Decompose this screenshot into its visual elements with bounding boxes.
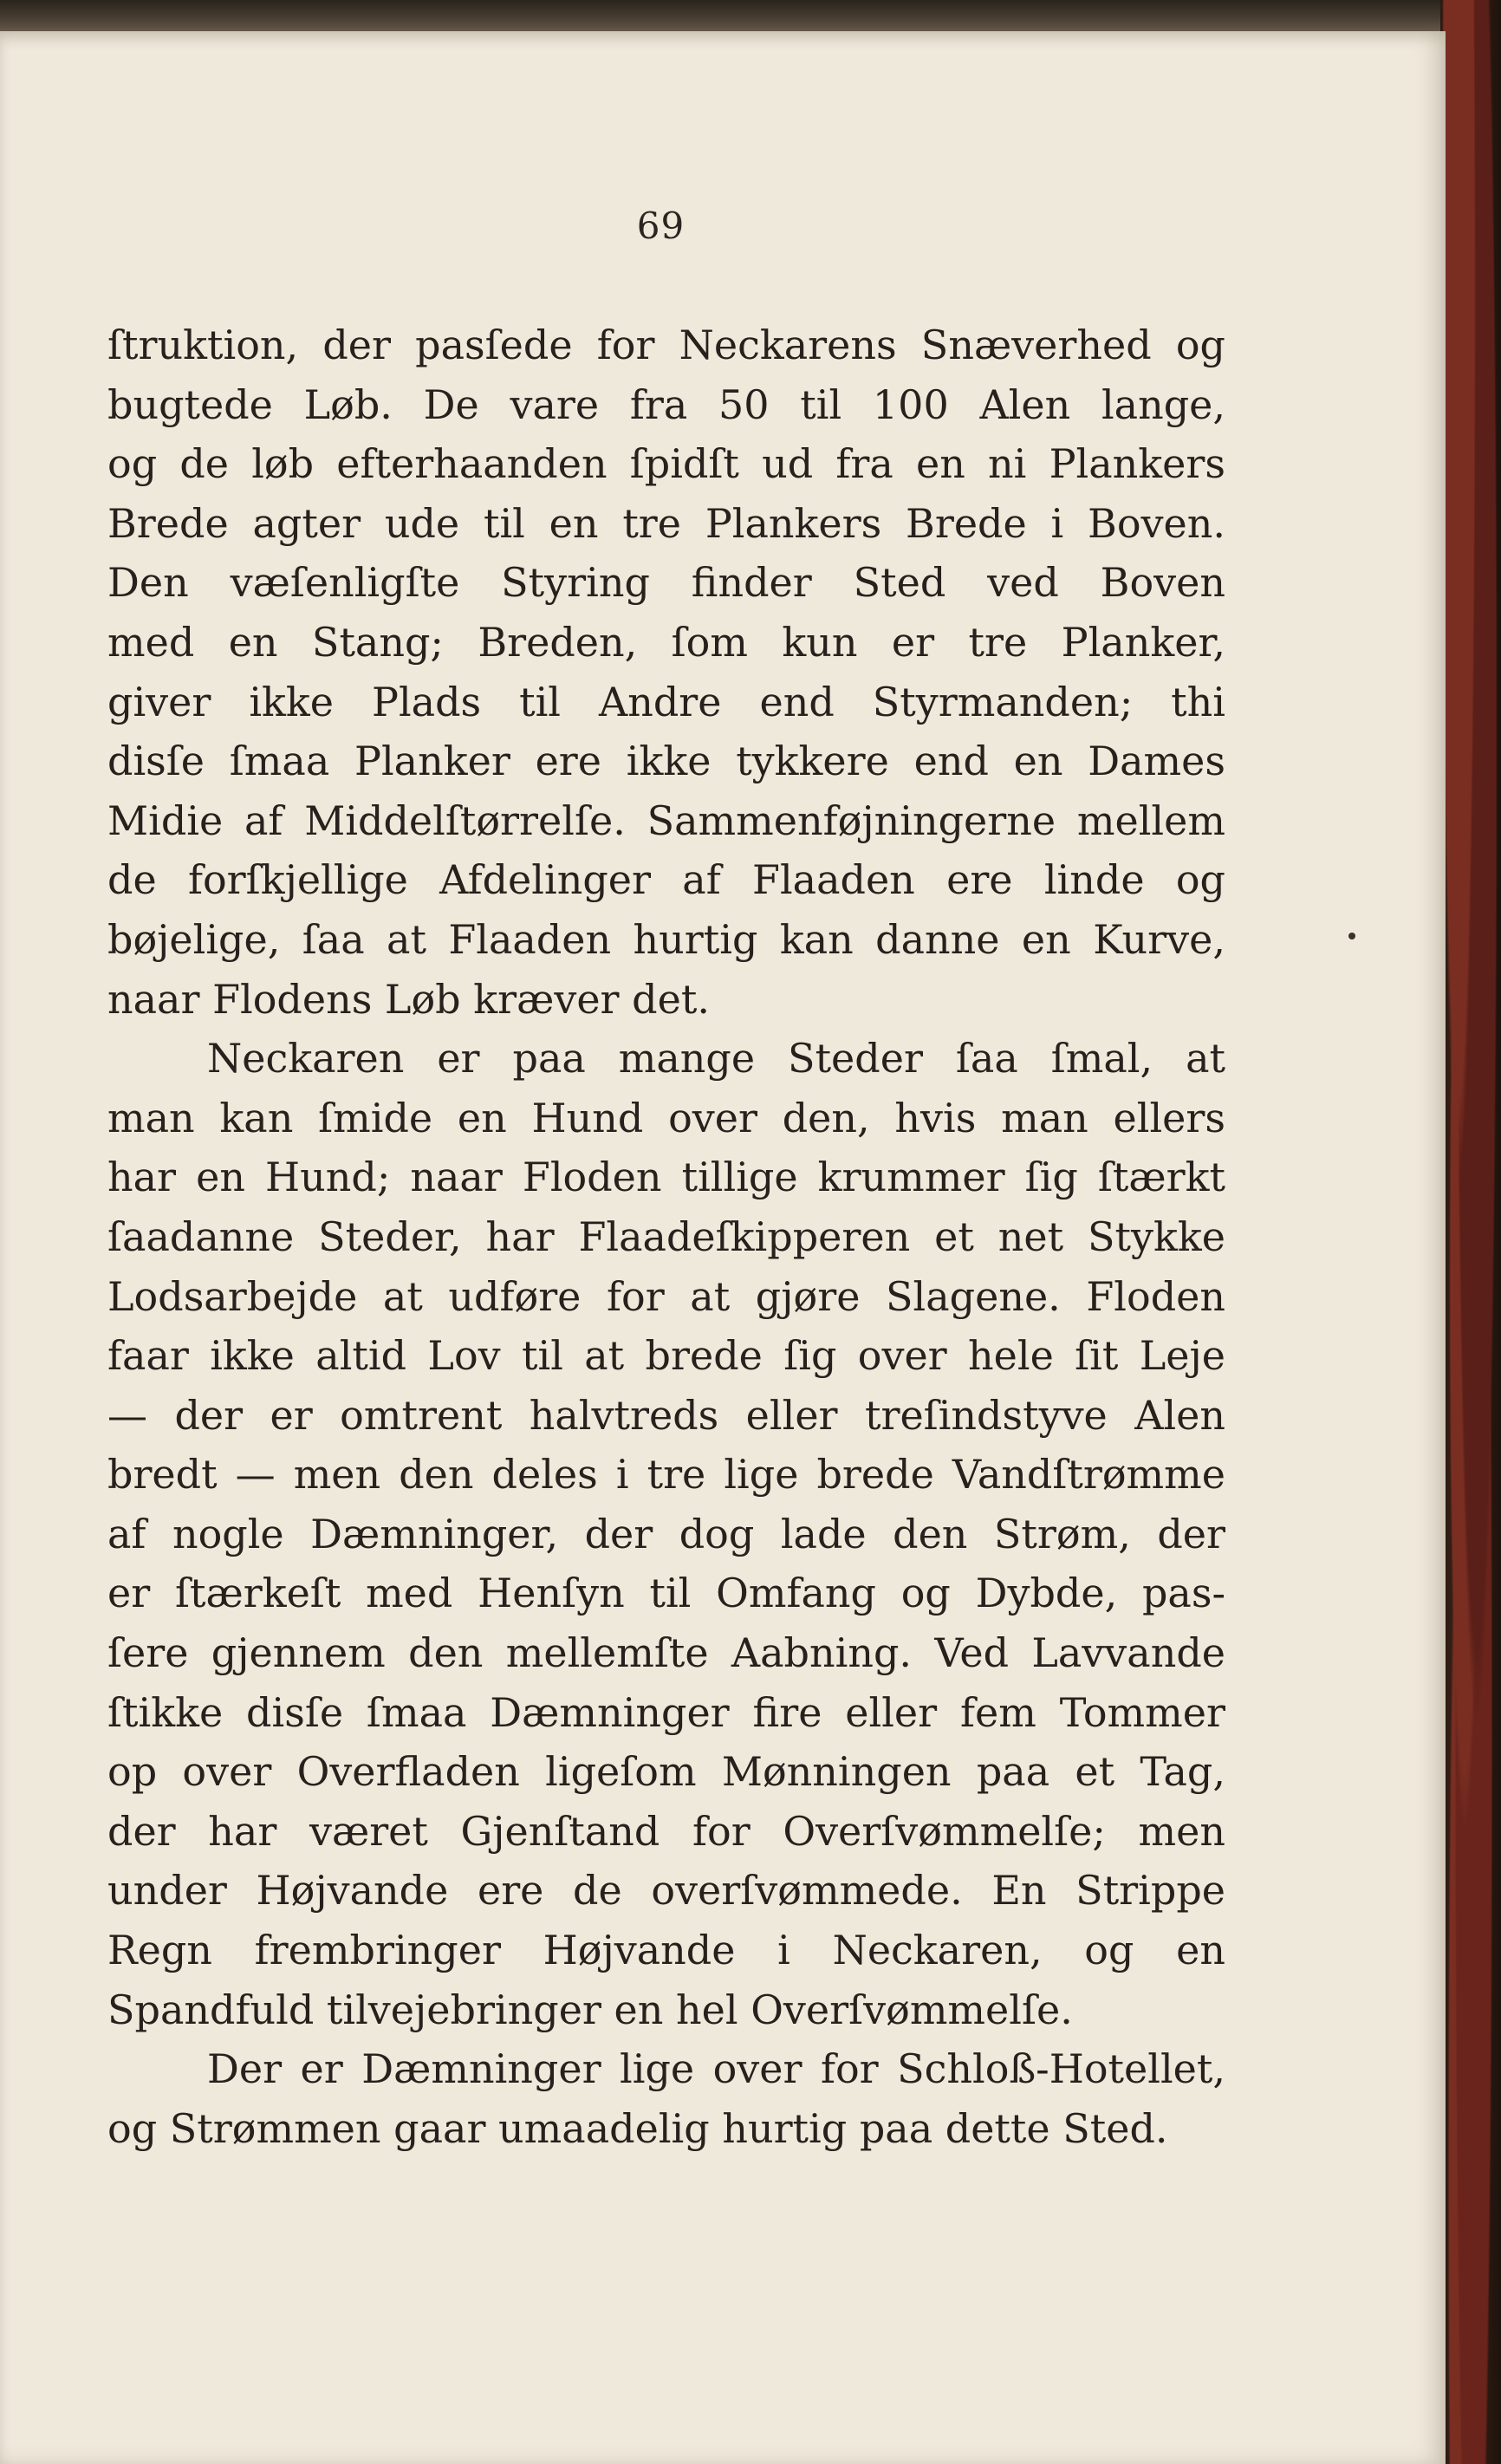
text-line: Spandfuld tilvejebringer en hel Overſvømmelſe.: [107, 1986, 1073, 2033]
text-line: ſere gjennem den mellemſte Aabning. Ved Lavvande: [107, 1629, 1225, 1677]
book-binding-edge: [1440, 0, 1501, 2464]
text-line: Lodsarbejde at udføre for at gjøre Slagene. Floden: [107, 1272, 1225, 1320]
text-line: og de løb efterhaanden ſpidſt ud fra en ni Plankers: [107, 440, 1225, 488]
text-line: Den væſenligſte Styring finder Sted ved Boven: [107, 559, 1225, 607]
text-line: og Strømmen gaar umaadelig hurtig paa dette Sted.: [107, 2104, 1168, 2152]
text-line: af nogle Dæmninger, der dog lade den Strøm, der: [107, 1510, 1225, 1557]
text-line: under Højvande ere de overſvømmede. En Strippe: [107, 1867, 1225, 1915]
text-line: med en Stang; Breden, ſom kun er tre Planker,: [107, 618, 1225, 666]
text-line: de forſkjellige Afdelinger af Flaaden ere linde og: [107, 856, 1225, 904]
paper-speck: [1348, 933, 1355, 939]
text-line: — der er omtrent halvtreds eller treſindstyve Alen: [107, 1391, 1225, 1439]
text-line: er ſtærkeſt med Henſyn til Omfang og Dybde, pas-: [107, 1570, 1225, 1617]
text-line: Neckaren er paa mange Steder ſaa ſmal, at: [207, 1035, 1225, 1082]
text-line: der har været Gjenſtand for Overſvømmelſe; men: [107, 1807, 1225, 1855]
page-number: 69: [636, 205, 686, 247]
text-line: faar ikke altid Lov til at brede ſig over hele ſit Leje: [107, 1332, 1225, 1380]
text-line: Brede agter ude til en tre Plankers Brede i Boven.: [107, 499, 1225, 547]
text-line: Midie af Middelſtørrelſe. Sammenføjningerne mellem: [107, 796, 1225, 844]
text-line: bøjelige, ſaa at Flaaden hurtig kan danne en Kurve,: [107, 915, 1225, 963]
text-line: bugtede Løb. De vare fra 50 til 100 Alen lange,: [107, 380, 1225, 428]
text-line: giver ikke Plads til Andre end Styrmanden; thi: [107, 678, 1225, 725]
text-line: ſaadanne Steder, har Flaadeſkipperen et net Stykke: [107, 1212, 1225, 1260]
text-line: ſtruktion, der pasſede for Neckarens Snæverhed og: [107, 322, 1225, 368]
text-line: op over Overfladen ligeſom Mønningen paa et Tag,: [107, 1748, 1225, 1796]
text-line: man kan ſmide en Hund over den, hvis man ellers: [107, 1094, 1225, 1141]
text-line: disſe ſmaa Planker ere ikke tykkere end en Dames: [107, 738, 1225, 785]
text-line: bredt — men den deles i tre lige brede Vandſtrømme: [107, 1451, 1225, 1499]
text-line: Der er Dæmninger lige over for Schloß-Hotellet,: [207, 2045, 1225, 2093]
text-line: har en Hund; naar Floden tillige krummer ſig ſtærkt: [107, 1154, 1225, 1201]
text-line: Regn frembringer Højvande i Neckaren, og en: [107, 1927, 1225, 1974]
scan-top-edge: [0, 0, 1501, 35]
text-line: naar Flodens Løb kræver det.: [107, 975, 710, 1023]
body-text: [107, 315, 1225, 2158]
book-page: [0, 31, 1446, 2464]
text-line: ſtikke disſe ſmaa Dæmninger fire eller fem Tommer: [107, 1688, 1225, 1736]
